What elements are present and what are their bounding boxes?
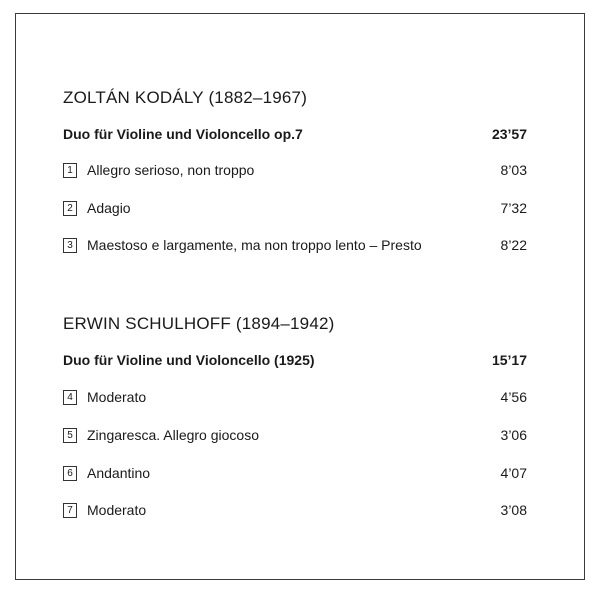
work-duration: 23’57 — [491, 126, 527, 142]
track-row — [63, 162, 527, 178]
composer-heading-kodaly: ZOLTÁN KODÁLY (1882–1967) — [63, 88, 308, 107]
track-duration: 8’03 — [500, 162, 527, 178]
track-duration: 3’08 — [500, 502, 527, 518]
track-number: 7 — [63, 503, 77, 518]
track-number: 3 — [63, 238, 77, 253]
track-title: Allegro serioso, non troppo — [87, 162, 255, 178]
track-duration: 7’32 — [500, 200, 527, 216]
track-row — [63, 465, 527, 481]
work-row-kodaly — [63, 126, 527, 142]
track-row — [63, 427, 527, 443]
track-title: Moderato — [87, 502, 147, 518]
track-row — [63, 200, 527, 216]
track-title: Adagio — [87, 200, 131, 216]
track-title: Moderato — [87, 389, 147, 405]
track-number: 5 — [63, 428, 77, 443]
track-title: Andantino — [87, 465, 151, 481]
work-row-schulhoff — [63, 352, 527, 368]
track-duration: 4’07 — [500, 465, 527, 481]
track-number: 2 — [63, 201, 77, 216]
work-title: Duo für Violine und Violoncello op.7 — [63, 126, 303, 142]
work-title: Duo für Violine und Violoncello (1925) — [63, 352, 315, 368]
composer-heading-schulhoff: ERWIN SCHULHOFF (1894–1942) — [63, 314, 335, 333]
work-duration: 15’17 — [491, 352, 527, 368]
track-number: 6 — [63, 466, 77, 481]
track-duration: 3’06 — [500, 427, 527, 443]
track-title: Zingaresca. Allegro giocoso — [87, 427, 259, 443]
track-title: Maestoso e largamente, ma non troppo lento – Presto — [87, 237, 422, 253]
track-row — [63, 389, 527, 405]
track-row — [63, 237, 527, 253]
track-duration: 8’22 — [500, 237, 527, 253]
track-number: 1 — [63, 163, 77, 178]
track-number: 4 — [63, 390, 77, 405]
track-duration: 4’56 — [500, 389, 527, 405]
track-row — [63, 502, 527, 518]
